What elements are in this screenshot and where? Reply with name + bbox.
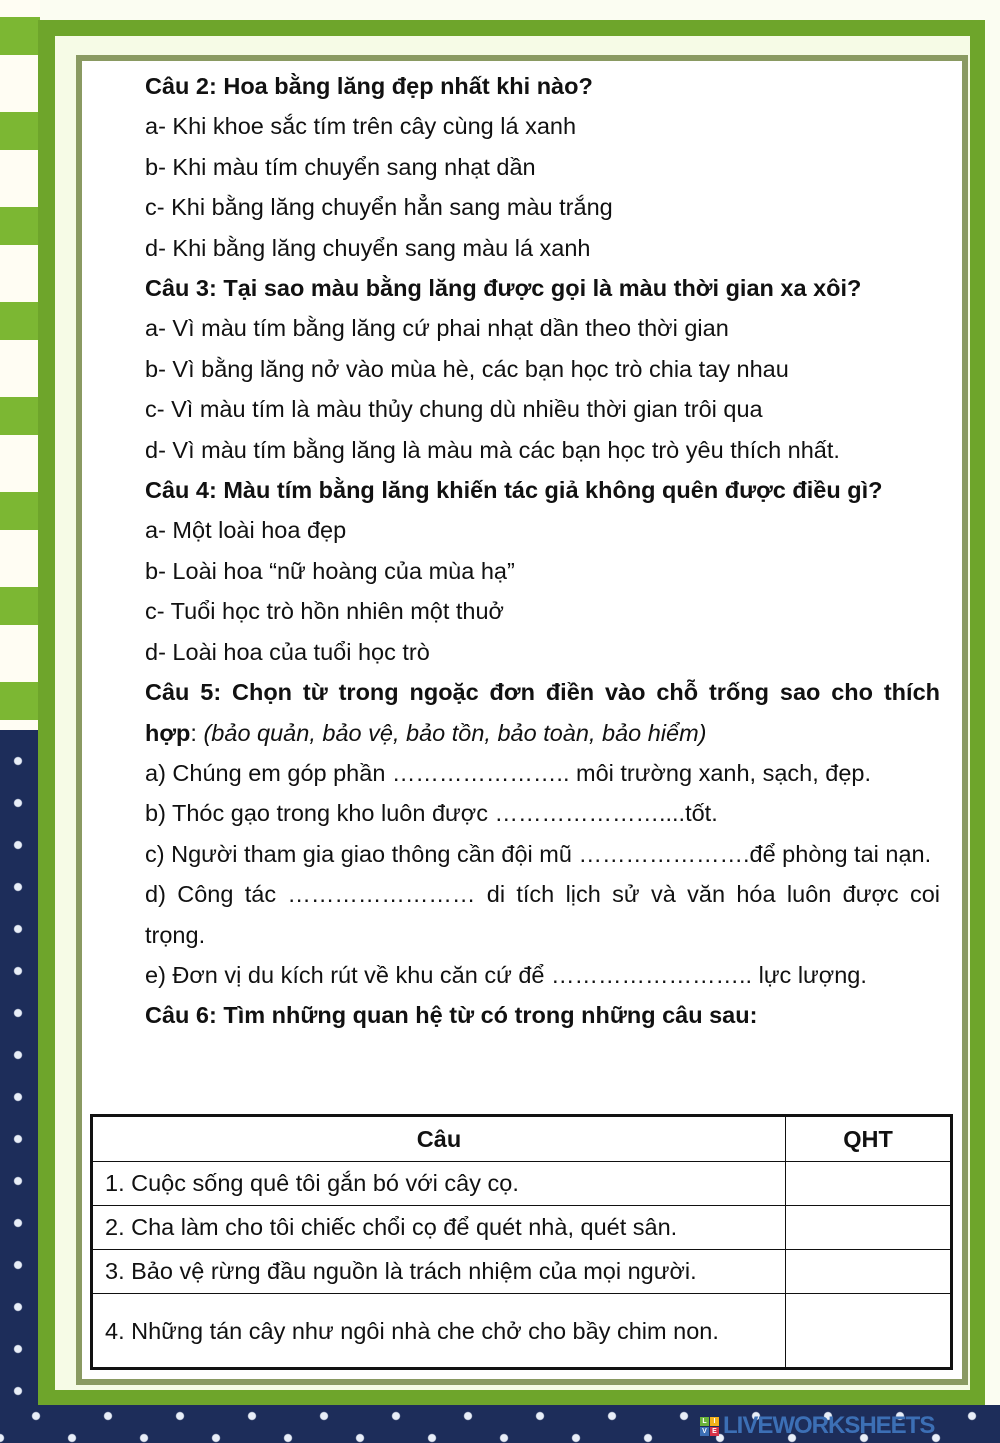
fill-blank-item[interactable]: b) Thóc gạo trong kho luôn được …………………....tốt.: [145, 800, 718, 827]
option[interactable]: c- Khi bằng lăng chuyển hẳn sang màu trắng: [145, 194, 613, 221]
option[interactable]: d- Khi bằng lăng chuyển sang màu lá xanh: [145, 234, 591, 261]
answer-cell[interactable]: [786, 1206, 952, 1250]
decorative-dots-left: [0, 730, 40, 1443]
question-title: Câu 2: Hoa bằng lăng đẹp nhất khi nào?: [145, 73, 593, 99]
option[interactable]: c- Vì màu tím là màu thủy chung dù nhiều thời gian trôi qua: [145, 396, 763, 423]
sentence-cell: 3. Bảo vệ rừng đầu nguồn là trách nhiệm của mọi người.: [92, 1250, 786, 1294]
sentence-cell: 1. Cuộc sống quê tôi gắn bó với cây cọ.: [92, 1162, 786, 1206]
question-5-prompt: Câu 5: Chọn từ trong ngoặc đơn điền vào chỗ trống sao cho thích hợp: (bảo quản, bảo vệ, bảo tồn, bảo toàn, bảo hiểm): [145, 679, 940, 746]
answer-cell[interactable]: [786, 1294, 952, 1369]
option[interactable]: d- Vì màu tím bằng lăng là màu mà các bạn học trò yêu thích nhất.: [145, 436, 840, 463]
table-row: [92, 1162, 952, 1206]
column-header-sentence: Câu: [92, 1116, 786, 1162]
sentence-cell: 4. Những tán cây như ngôi nhà che chở cho bầy chim non.: [92, 1294, 786, 1369]
logo-letter: E: [710, 1427, 719, 1436]
question-title: Câu 4: Màu tím bằng lăng khiến tác giả không quên được điều gì?: [145, 477, 883, 504]
logo-letter: L: [700, 1417, 709, 1426]
option[interactable]: a- Vì màu tím bằng lăng cứ phai nhạt dần theo thời gian: [145, 315, 729, 342]
column-header-answer: QHT: [786, 1116, 952, 1162]
word-choices: (bảo quản, bảo vệ, bảo tồn, bảo toàn, bảo hiểm): [203, 719, 707, 746]
logo-letter: I: [710, 1417, 719, 1426]
logo-blocks-icon: [700, 1417, 719, 1436]
option[interactable]: a- Một loài hoa đẹp: [145, 517, 347, 544]
logo-text: LIVEWORKSHEETS: [723, 1412, 935, 1439]
sentence-cell: 2. Cha làm cho tôi chiếc chổi cọ để quét nhà, quét sân.: [92, 1206, 786, 1250]
option[interactable]: a- Khi khoe sắc tím trên cây cùng lá xanh: [145, 113, 577, 140]
decorative-stripes: [0, 0, 40, 730]
option[interactable]: b- Vì bằng lăng nở vào mùa hè, các bạn học trò chia tay nhau: [145, 355, 789, 382]
option[interactable]: b- Loài hoa “nữ hoàng của mùa hạ”: [145, 557, 515, 584]
answer-cell[interactable]: [786, 1162, 952, 1206]
option[interactable]: c- Tuổi học trò hồn nhiên một thuở: [145, 598, 504, 625]
option[interactable]: b- Khi màu tím chuyển sang nhạt dần: [145, 153, 536, 180]
table-row: [92, 1294, 952, 1369]
liveworksheets-logo: [700, 1412, 934, 1440]
table-row: [92, 1250, 952, 1294]
question-title: Câu 5: Chọn từ trong ngoặc đơn điền vào chỗ trống sao cho thích hợp: [145, 679, 940, 746]
fill-blank-item[interactable]: c) Người tham gia giao thông cần đội mũ ………………….để phòng tai nạn.: [145, 840, 932, 867]
worksheet-content: [145, 66, 940, 1036]
logo-letter: V: [700, 1427, 709, 1436]
answer-cell[interactable]: [786, 1250, 952, 1294]
fill-blank-item[interactable]: d) Công tác …………………… di tích lịch sử và văn hóa luôn được coi trọng.: [145, 881, 940, 948]
fill-blank-item[interactable]: e) Đơn vị du kích rút về khu căn cứ để …………………….. lực lượng.: [145, 961, 867, 988]
question-title: Câu 3: Tại sao màu bằng lăng được gọi là màu thời gian xa xôi?: [145, 275, 862, 302]
question-title: Câu 6: Tìm những quan hệ từ có trong những câu sau:: [145, 1002, 758, 1029]
fill-blank-item[interactable]: a) Chúng em góp phần ………………….. môi trường xanh, sạch, đẹp.: [145, 759, 872, 786]
table-row: [92, 1206, 952, 1250]
relation-words-table: [90, 1114, 953, 1370]
option[interactable]: d- Loài hoa của tuổi học trò: [145, 638, 430, 665]
